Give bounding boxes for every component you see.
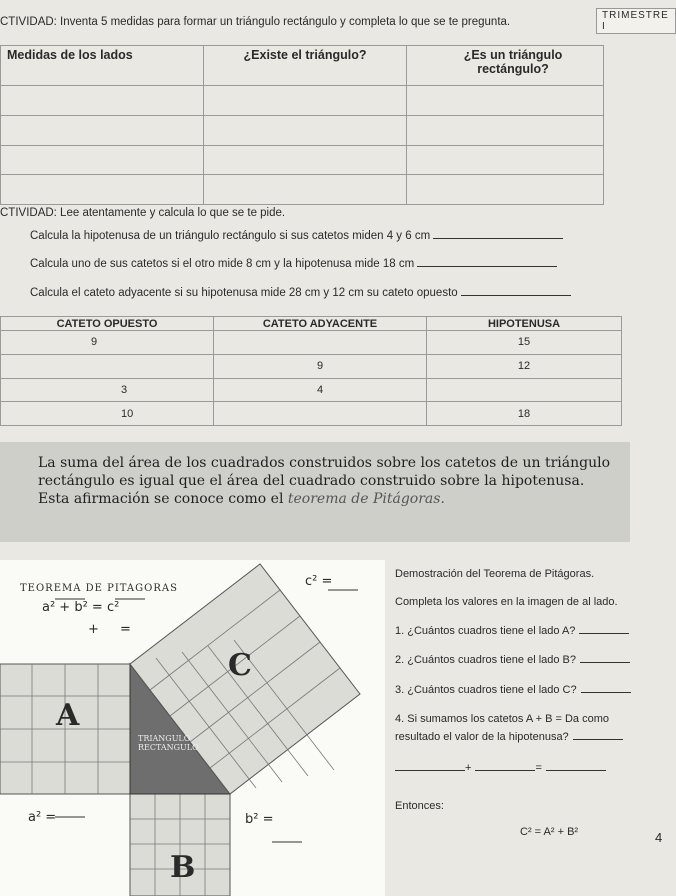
sum-line: + = [395,762,606,774]
table-row: 10 18 [1,402,622,426]
b2-label: b² = [245,812,274,827]
letter-c: C [228,648,252,683]
diagram-equals: = [120,622,131,637]
letter-a: A [56,698,80,733]
table-row [1,145,604,175]
table-row [1,86,604,116]
a2-label: a² = [28,810,57,825]
right-q1: 1. ¿Cuántos cuadros tiene el lado A? [395,625,629,637]
diagram-formula: a² + b² = c² [42,600,120,615]
pythagoras-diagram [0,560,385,896]
diagram-title: TEOREMA DE PITAGORAS [20,583,178,594]
entonces-label: Entonces: [395,800,444,812]
header-medidas: Medidas de los lados [1,46,204,86]
table-row [1,115,604,145]
right-title: Demostración del Teorema de Pitágoras. [395,568,595,580]
table-row: 9 15 [1,331,622,355]
header-existe: ¿Existe el triángulo? [204,46,407,86]
diagram-plus: + [88,622,99,637]
activity2-instruction: CTIVIDAD: Lee atentamente y calcula lo que se te pide. [0,207,286,219]
table-row: 9 12 [1,354,622,378]
right-q4a: 4. Si sumamos los catetos A + B = Da como [395,713,609,725]
header-adyacente: CATETO ADYACENTE [214,317,427,331]
catetos-table [0,316,622,426]
table-row: 3 4 [1,378,622,402]
header-hipotenusa: HIPOTENUSA [427,317,622,331]
activity1-instruction: CTIVIDAD: Inventa 5 medidas para formar un triángulo rectángulo y completa lo que se te pregunta. [0,16,511,28]
header-opuesto: CATETO OPUESTO [1,317,214,331]
question-2: Calcula uno de sus catetos si el otro mide 8 cm y la hipotenusa mide 18 cm [30,258,557,270]
right-q3: 3. ¿Cuántos cuadros tiene el lado C? [395,684,631,696]
question-3: Calcula el cateto adyacente si su hipotenusa mide 28 cm y 12 cm su cateto opuesto [30,287,571,299]
measures-table [0,45,604,205]
c2-label: c² = [305,574,333,589]
trimestre-label: TRIMESTRE I [596,8,676,34]
theorem-text: La suma del área de los cuadrados construidos sobre los catetos de un triángulo rectángulo es igual que el área del cuadrado construido sobre la hipotenusa. Esta afirmación se conoce como el teorema de Pitágoras. [38,455,610,507]
question-1: Calcula la hipotenusa de un triángulo rectángulo si sus catetos miden 4 y 6 cm [30,230,563,242]
triangle-label: TRIANGULO RECTANGULO [138,734,199,752]
page-mark: 4 [655,830,663,845]
letter-b: B [170,850,196,885]
right-q4b: resultado el valor de la hipotenusa? [395,731,623,743]
right-subtitle: Completa los valores en la imagen de al lado. [395,596,618,608]
right-q2: 2. ¿Cuántos cuadros tiene el lado B? [395,654,630,666]
header-rectangulo: ¿Es un triángulo rectángulo? [407,46,604,86]
table-row [1,175,604,205]
final-formula: C² = A² + B² [520,826,579,838]
